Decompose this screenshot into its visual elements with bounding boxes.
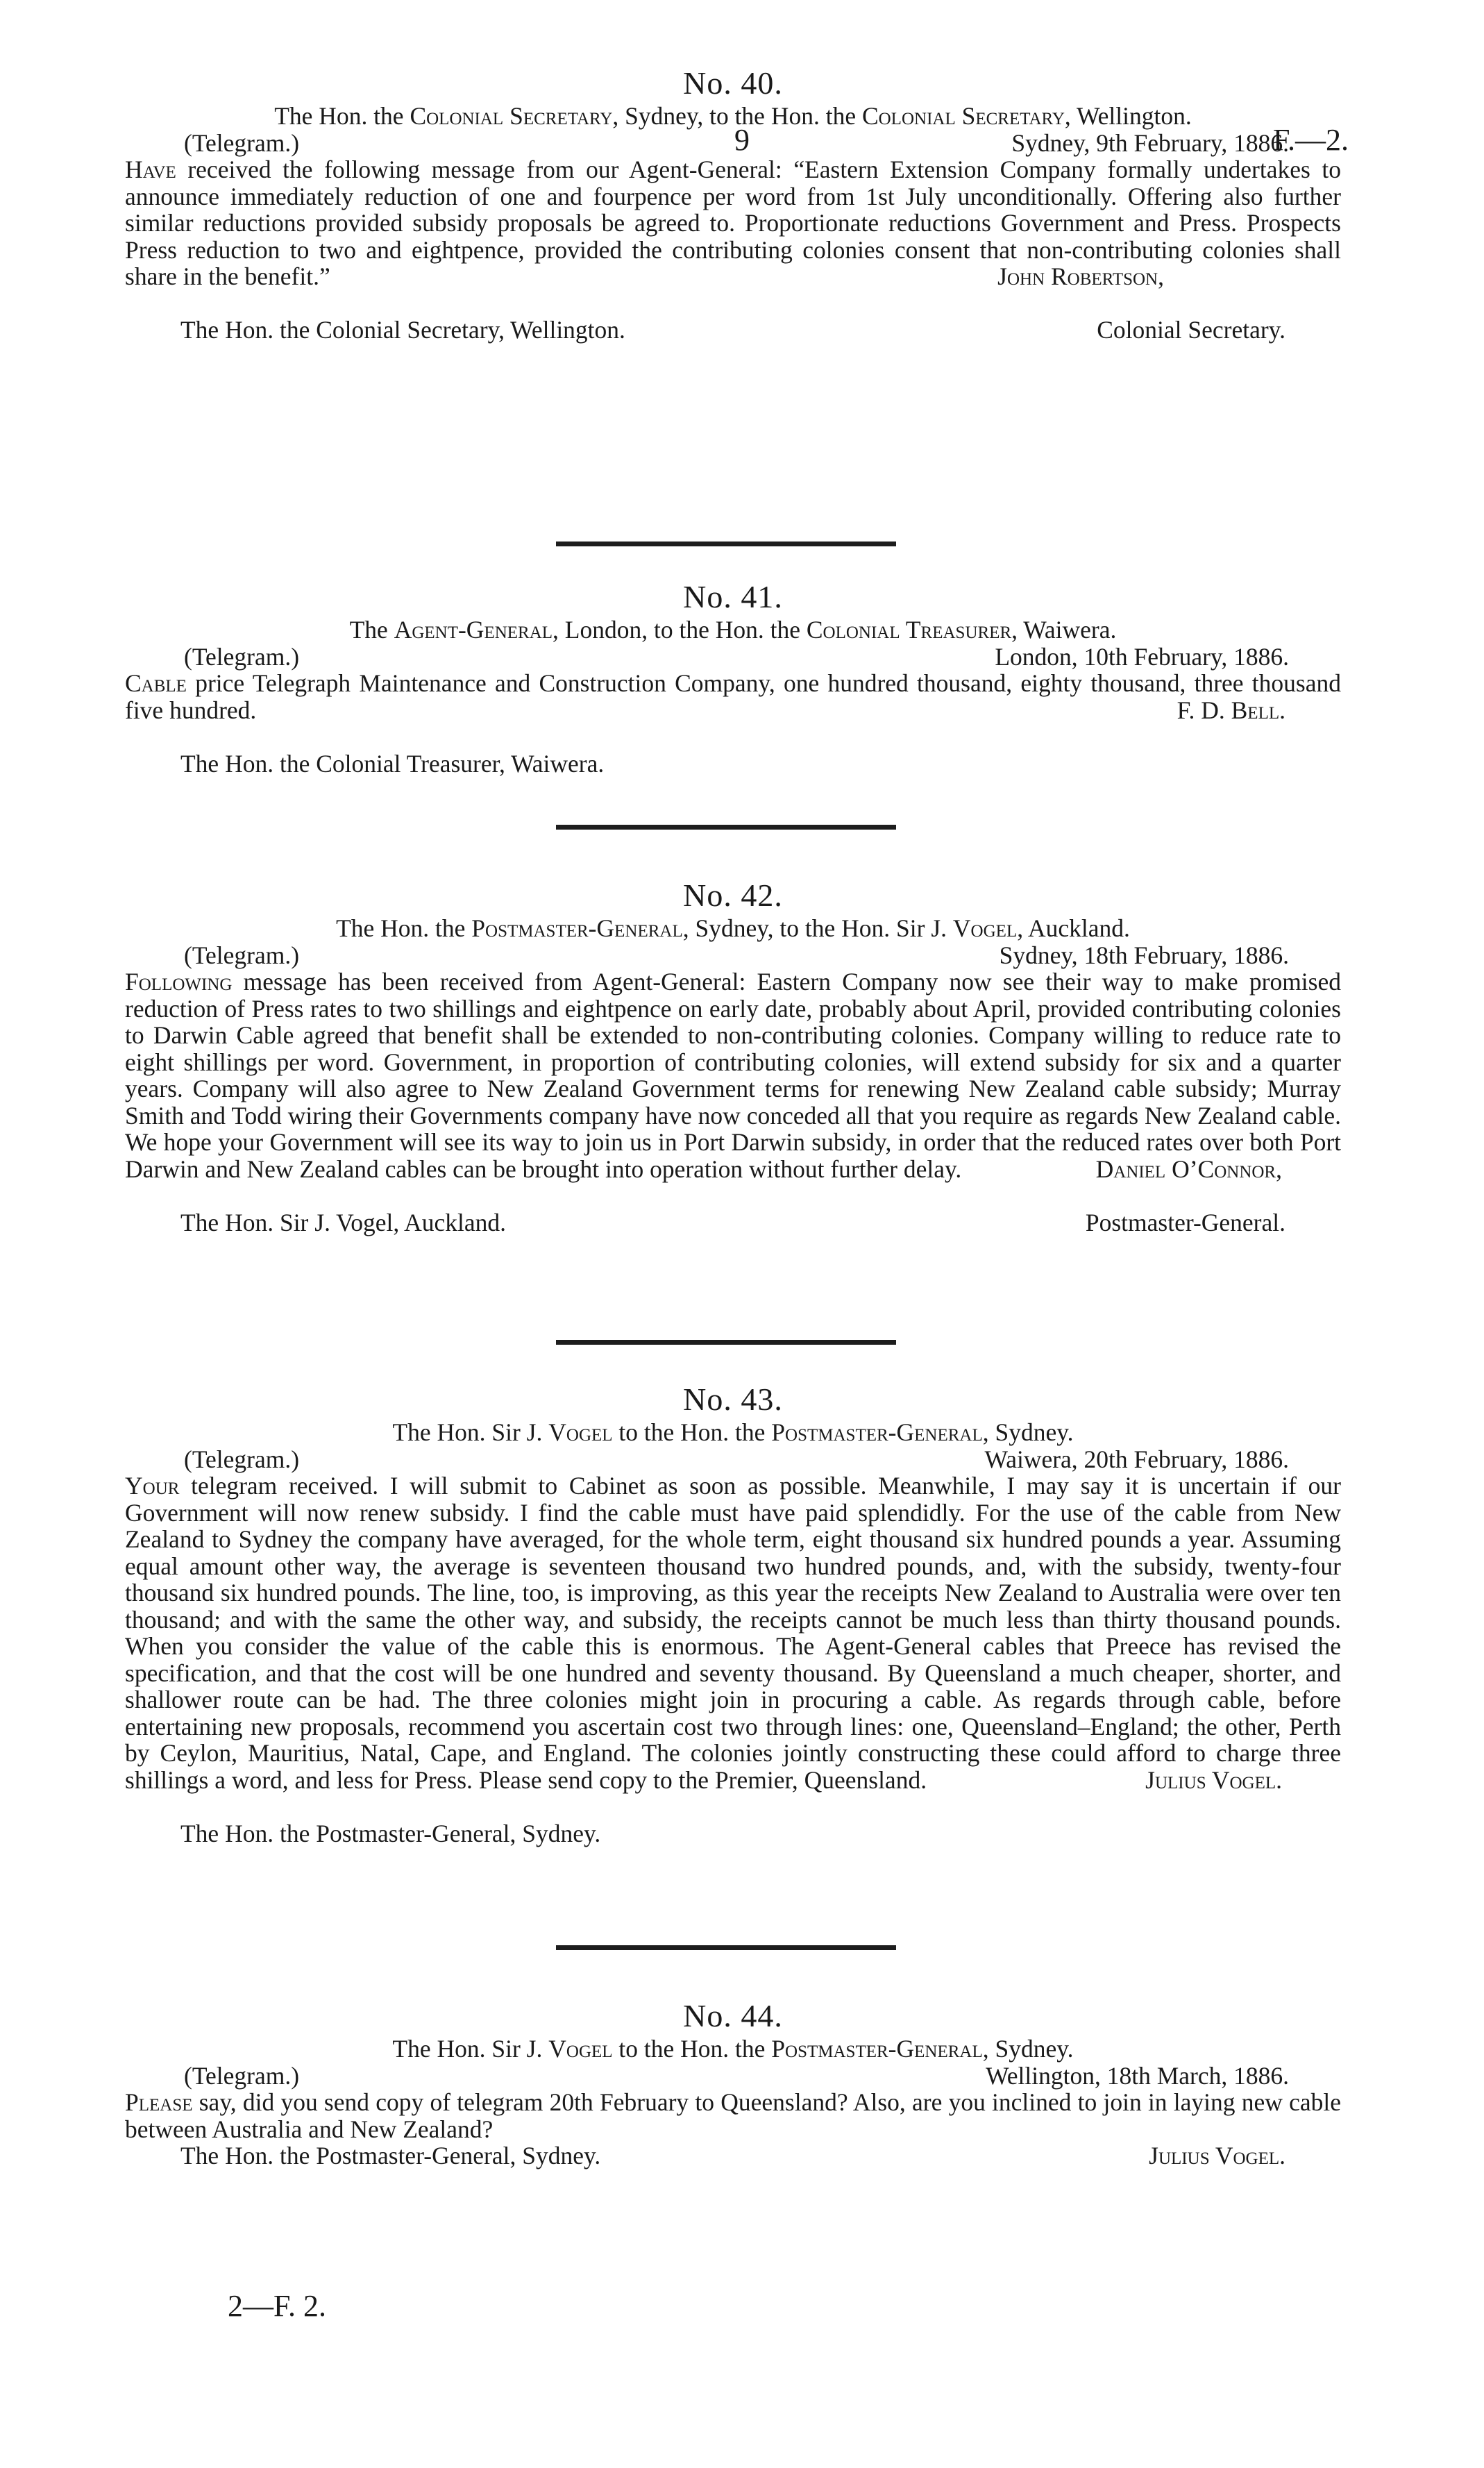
address-line: The Agent-General, London, to the Hon. the Colonial Treasurer, Waiwera. bbox=[349, 616, 1117, 644]
recipient-line: The Hon. the Colonial Treasurer, Waiwera. bbox=[180, 749, 605, 778]
signature: John Robertson, bbox=[997, 262, 1164, 290]
telegram-no-44 bbox=[125, 1997, 1341, 2169]
paper-reference: F.—2. bbox=[1273, 123, 1349, 157]
dateline bbox=[125, 644, 1341, 671]
address-line: The Hon. Sir J. Vogel to the Hon. the Postmaster-General, Sydney. bbox=[392, 2035, 1074, 2063]
dateline bbox=[125, 2063, 1341, 2090]
message-body: Following message has been received from Agent-General: Eastern Company now see their way to make promised reduction of Press rates to two shillings and eightpence on early date, probably about April, provided contributing colonies to Darwin Cable agreed that benefit shall be extended to non-contributing colonies. Company willing to reduce rate to eight shillings per word. Government, in proportion of contributing colonies, will extend subsidy for six and a quarter years. Company will also agree to New Zealand Government terms for renewing New Zealand cable subsidy; Murray Smith and Todd wiring their Governments company have now conceded all that you require as regards New Zealand cable. We hope your Government will see its way to join us in Port Darwin subsidy, in order that the reduced rates over both Port Darwin and New Zealand cables can be brought into operation without further delay. bbox=[125, 968, 1341, 1183]
recipient-line: The Hon. the Postmaster-General, Sydney. bbox=[180, 1819, 601, 1847]
document-number: No. 43. bbox=[683, 1382, 783, 1417]
place-date: London, 10th February, 1886. bbox=[995, 642, 1289, 671]
section-divider bbox=[556, 1340, 896, 1345]
dateline bbox=[125, 942, 1341, 969]
telegram-label: (Telegram.) bbox=[184, 2061, 300, 2090]
document-number: No. 41. bbox=[683, 579, 783, 614]
document-number: No. 40. bbox=[683, 65, 783, 101]
message-body: Please say, did you send copy of telegram 20th February to Queensland? Also, are you inclined to join in laying new cable between Australia and New Zealand? bbox=[125, 2088, 1341, 2143]
signature: F. D. Bell. bbox=[1177, 696, 1285, 724]
section-divider bbox=[556, 825, 896, 830]
address-line: The Hon. the Postmaster-General, Sydney, to the Hon. Sir J. Vogel, Auckland. bbox=[336, 914, 1130, 942]
telegram-label: (Telegram.) bbox=[184, 1445, 300, 1473]
dateline bbox=[125, 1446, 1341, 1473]
signatory-title: Colonial Secretary. bbox=[1097, 316, 1285, 344]
main-column bbox=[125, 0, 1341, 2169]
signatory-title: Postmaster-General. bbox=[1085, 1208, 1285, 1236]
page-number: 9 bbox=[734, 123, 750, 157]
signature: Julius Vogel. bbox=[1149, 2142, 1285, 2169]
recipient-line: The Hon. the Colonial Secretary, Wellington. bbox=[180, 316, 625, 344]
signature: Julius Vogel. bbox=[1145, 1765, 1282, 1794]
telegram-no-42 bbox=[125, 876, 1341, 1236]
document-number: No. 42. bbox=[683, 878, 783, 913]
message-body: Cable price Telegraph Maintenance and Construction Company, one hundred thousand, eighty thousand, three thousand five hundred. bbox=[125, 669, 1341, 724]
telegram-label: (Telegram.) bbox=[184, 642, 300, 671]
section-divider bbox=[556, 542, 896, 546]
telegram-no-43 bbox=[125, 1380, 1341, 1847]
recipient-line: The Hon. Sir J. Vogel, Auckland. bbox=[180, 1208, 507, 1236]
document-number: No. 44. bbox=[683, 1998, 783, 2033]
place-date: Sydney, 9th February, 1886. bbox=[1011, 128, 1289, 157]
telegram-label: (Telegram.) bbox=[184, 128, 300, 157]
signature: Daniel O’Connor, bbox=[1095, 1155, 1282, 1183]
recipient-line: The Hon. the Postmaster-General, Sydney. bbox=[180, 2142, 601, 2169]
telegram-no-40 bbox=[125, 64, 1341, 344]
section-divider bbox=[556, 1945, 896, 1950]
place-date: Wellington, 18th March, 1886. bbox=[986, 2061, 1289, 2090]
address-line: The Hon. the Colonial Secretary, Sydney, to the Hon. the Colonial Secretary, Wellington. bbox=[274, 102, 1192, 130]
sheet-signature-mark: 2—F. 2. bbox=[228, 2289, 326, 2323]
place-date: Sydney, 18th February, 1886. bbox=[999, 941, 1289, 969]
address-line: The Hon. Sir J. Vogel to the Hon. the Postmaster-General, Sydney. bbox=[392, 1418, 1074, 1446]
telegram-no-41 bbox=[125, 578, 1341, 777]
dateline bbox=[125, 130, 1341, 157]
message-body: Have received the following message from our Agent-General: “Eastern Extension Company formally undertakes to announce immediately reduction of one and fourpence per word from 1st July unconditionally. Offering also further similar reductions provided subsidy proposals be agreed to. Proportionate reductions Government and Press. Prospects Press reduction to two and eightpence, provided the contributing colonies consent that non-contributing colonies shall share in the benefit.” bbox=[125, 156, 1341, 290]
message-body: Your telegram received. I will submit to Cabinet as soon as possible. Meanwhile, I may say it is uncertain if our Government will now renew subsidy. I find the cable must have paid splendidly. For the use of the cable from New Zealand to Sydney the company have averaged, for the whole term, eight thousand six hundred pounds a year. Assuming equal amount other way, the average is seventeen thousand two hundred pounds, and, with the subsidy, twenty-four thousand six hundred pounds. The line, too, is improving, as this year the receipts New Zealand to Australia were over ten thousand; and with the same the other way, and subsidy, the receipts cannot be much less than thirty thousand pounds. When you consider the value of the cable this is enormous. The Agent-General cables that Preece has revised the specification, and that the cost will be one hundred and seventy thousand. By Queensland a much cheaper, shorter, and shallower route can be had. The three colonies might join in procuring a cable. As regards through cable, before entertaining new proposals, recommend you ascertain cost two through lines: one, Queensland–England; the other, Perth by Ceylon, Mauritius, Natal, Cape, and England. The colonies jointly constructing these could afford to charge three shillings a word, and less for Press. Please send copy to the Premier, Queensland. bbox=[125, 1472, 1341, 1794]
telegram-label: (Telegram.) bbox=[184, 941, 300, 969]
place-date: Waiwera, 20th February, 1886. bbox=[984, 1445, 1289, 1473]
